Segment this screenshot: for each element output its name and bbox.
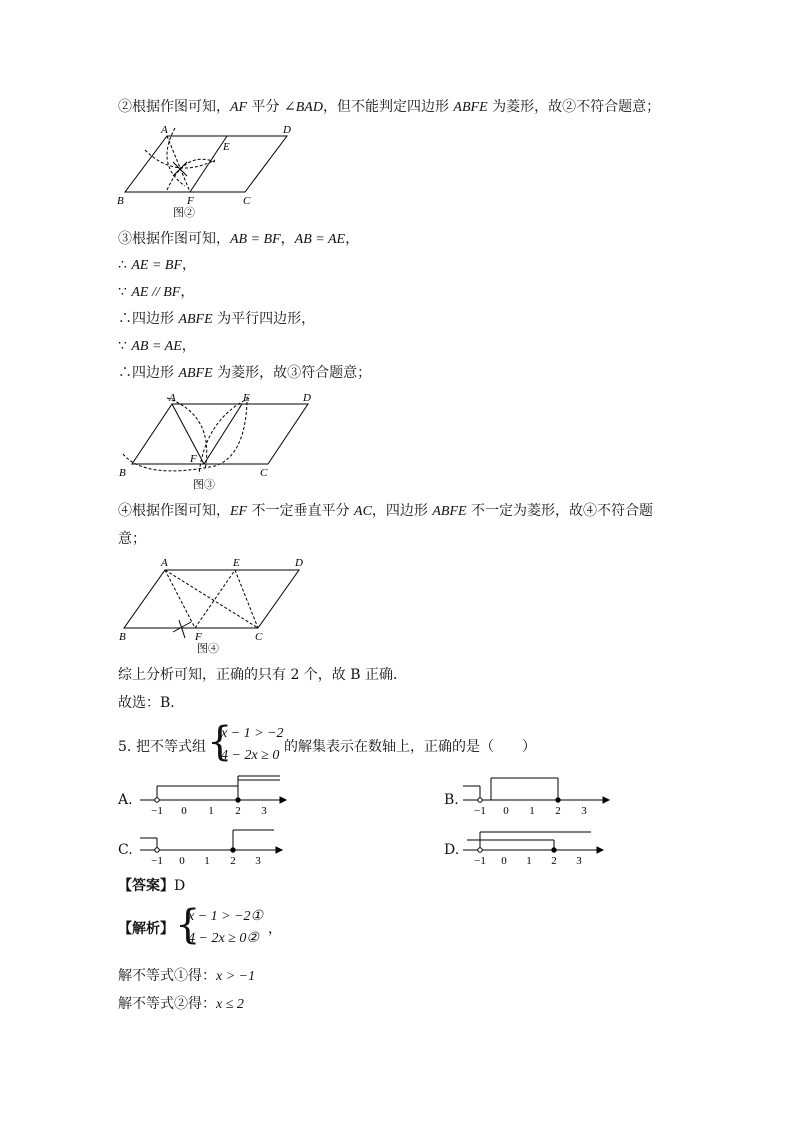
label-f: F: [195, 631, 202, 643]
paragraph-3-line-5: [118, 337, 196, 356]
answer: [118, 877, 185, 895]
paragraph-4-line-1: [118, 502, 653, 521]
line-fe: [190, 136, 227, 192]
diagonal-ac: [165, 570, 258, 628]
paragraph-3-line-2: [118, 256, 196, 275]
math: EF: [230, 504, 248, 519]
figure-caption: 图③: [193, 479, 215, 491]
math: x ≤ 2: [216, 997, 244, 1012]
math: AB = AE: [131, 339, 182, 354]
option-b-number-line: [463, 772, 613, 816]
text: 解不等式②得：: [118, 996, 216, 1012]
analysis-inequality-1: x − 1 > −2①: [188, 909, 264, 924]
question-5-number: 5.: [118, 739, 132, 755]
math: AF: [230, 100, 248, 115]
arrow-head: [276, 847, 282, 853]
text: ∴四边形: [118, 311, 179, 327]
math: ABFE: [453, 100, 488, 115]
tick-label: 3: [581, 805, 587, 817]
choice: 故选：B．: [118, 695, 185, 711]
tick-label: 2: [235, 805, 241, 817]
text: 平分: [247, 99, 285, 115]
label-d: D: [295, 557, 303, 569]
tick-label: 1: [526, 855, 532, 867]
closed-point: [236, 798, 240, 802]
paragraph-2: [118, 98, 660, 117]
paragraph-3-line-4: [118, 310, 315, 329]
dashed-line-af: [165, 570, 195, 628]
text: ，: [182, 257, 197, 273]
label-e: E: [223, 141, 230, 153]
system-inequality-2: 4 − 2x ≥ 0: [221, 748, 280, 763]
label-f: F: [187, 195, 194, 207]
text: ∵: [118, 284, 132, 300]
text: 解不等式①得：: [118, 968, 216, 984]
open-point: [155, 798, 159, 802]
option-a-number-line: [140, 772, 290, 816]
math: ABFE: [178, 312, 213, 327]
dashed-line-ec: [235, 570, 258, 628]
figure-caption: 图④: [197, 643, 219, 655]
tick-label: 3: [255, 855, 261, 867]
math: AC: [354, 504, 372, 519]
text: ∴: [118, 257, 132, 273]
cross-mark: [173, 162, 187, 176]
text: ，但不能判定四边形: [322, 99, 454, 115]
analysis-inequality-2: 4 − 2x ≥ 0②: [188, 931, 259, 946]
cross-mark: [173, 620, 191, 638]
text: ④根据作图可知，: [118, 503, 230, 519]
option-a-label: A.: [118, 792, 133, 808]
math: AE // BF: [131, 285, 181, 300]
question-5-text-a: 把不等式组: [136, 739, 206, 755]
text: 为菱形，故②不符合题意；: [487, 99, 661, 115]
tick-label: 2: [555, 805, 561, 817]
line-af: [172, 404, 204, 464]
tick-label: 0: [179, 855, 185, 867]
text: ，: [180, 284, 195, 300]
label-b: B: [119, 467, 126, 479]
option-c-number-line: [140, 824, 290, 868]
figure-2: [115, 120, 305, 220]
math: x > −1: [216, 969, 256, 984]
analysis-label: [118, 920, 174, 938]
tick-label: −1: [474, 855, 486, 867]
math: ABFE: [432, 504, 467, 519]
tick-label: 1: [208, 805, 214, 817]
text: ∴四边形: [118, 365, 179, 381]
tick-label: 0: [181, 805, 187, 817]
math: ABFE: [178, 366, 213, 381]
text: ③根据作图可知，: [118, 231, 230, 247]
tick-label: 1: [204, 855, 210, 867]
arc: [167, 398, 207, 470]
closed-point: [231, 848, 235, 852]
math: AB = BF: [230, 232, 281, 247]
paragraph-3-line-1: [118, 230, 359, 249]
option-d-number-line: [463, 824, 613, 868]
figure-3: [115, 390, 320, 494]
solution-1: [118, 967, 255, 986]
paragraph-3-line-3: [118, 283, 194, 302]
text: 为平行四边形，: [212, 311, 316, 327]
tick-label: 3: [261, 805, 267, 817]
line-fe: [204, 404, 242, 464]
question-5-text-b: 的解集表示在数轴上，正确的是（ ）: [284, 739, 536, 755]
text: ∵: [118, 338, 132, 354]
open-point: [155, 848, 159, 852]
label-a: A: [161, 124, 168, 136]
label-f: F: [190, 453, 197, 465]
text: ，: [345, 231, 360, 247]
arrow-head: [597, 847, 603, 853]
closed-point: [552, 848, 556, 852]
arrow-head: [280, 797, 286, 803]
text: ②根据作图可知，: [118, 99, 230, 115]
label-e: E: [243, 392, 250, 404]
label-c: C: [243, 195, 251, 207]
parallelogram: [132, 404, 308, 464]
label-e: E: [233, 557, 240, 569]
text: ，: [280, 231, 295, 247]
tick-label: 3: [576, 855, 582, 867]
text: 为菱形，故③符合题意；: [212, 365, 372, 381]
open-point: [478, 798, 482, 802]
label-d: D: [303, 392, 311, 404]
label-c: C: [260, 467, 268, 479]
label-a: A: [161, 557, 168, 569]
open-point: [478, 848, 482, 852]
tick-label: 2: [230, 855, 236, 867]
answer-label: 【答案】: [118, 878, 174, 894]
closed-point: [556, 798, 560, 802]
tick-label: 2: [551, 855, 557, 867]
figure-caption: 图②: [173, 207, 195, 219]
arrow-head: [603, 797, 609, 803]
paragraph-4-line-2: [118, 530, 146, 548]
math: ∠BAD: [284, 100, 323, 115]
label-c: C: [255, 631, 263, 643]
solution-2: [118, 995, 244, 1014]
math: AB = AE: [294, 232, 346, 247]
label-b: B: [119, 631, 126, 643]
tick-label: 0: [501, 855, 507, 867]
label-a: A: [169, 392, 176, 404]
answer-value: D: [174, 878, 186, 894]
label-d: D: [283, 124, 291, 136]
label-b: B: [117, 195, 124, 207]
brace-symbol: {: [207, 719, 233, 765]
tick-label: 1: [529, 805, 535, 817]
figure-4: [115, 554, 315, 658]
text: ，: [181, 338, 196, 354]
option-b-label: B.: [444, 792, 459, 808]
dashed-line-fe: [195, 570, 235, 628]
tick-label: 0: [503, 805, 509, 817]
analysis-comma: ，: [268, 921, 282, 937]
option-d-label: D.: [444, 842, 460, 858]
text: 意；: [118, 531, 146, 547]
tick-label: −1: [474, 805, 486, 817]
tick-label: −1: [151, 805, 163, 817]
text: 不一定为菱形，故④不符合题: [466, 503, 654, 519]
option-c-label: C.: [118, 842, 133, 858]
parallelogram: [124, 570, 299, 628]
summary: 综上分析可知，正确的只有 2 个，故 B 正确．: [118, 667, 407, 683]
text: 【解析】: [118, 921, 174, 937]
text: ，四边形: [371, 503, 433, 519]
text: 不一定垂直平分: [247, 503, 355, 519]
brace-symbol: {: [175, 902, 201, 948]
tick-label: −1: [151, 855, 163, 867]
math: AE = BF: [131, 258, 183, 273]
paragraph-3-line-6: [118, 364, 371, 383]
system-inequality-1: x − 1 > −2: [221, 726, 284, 741]
